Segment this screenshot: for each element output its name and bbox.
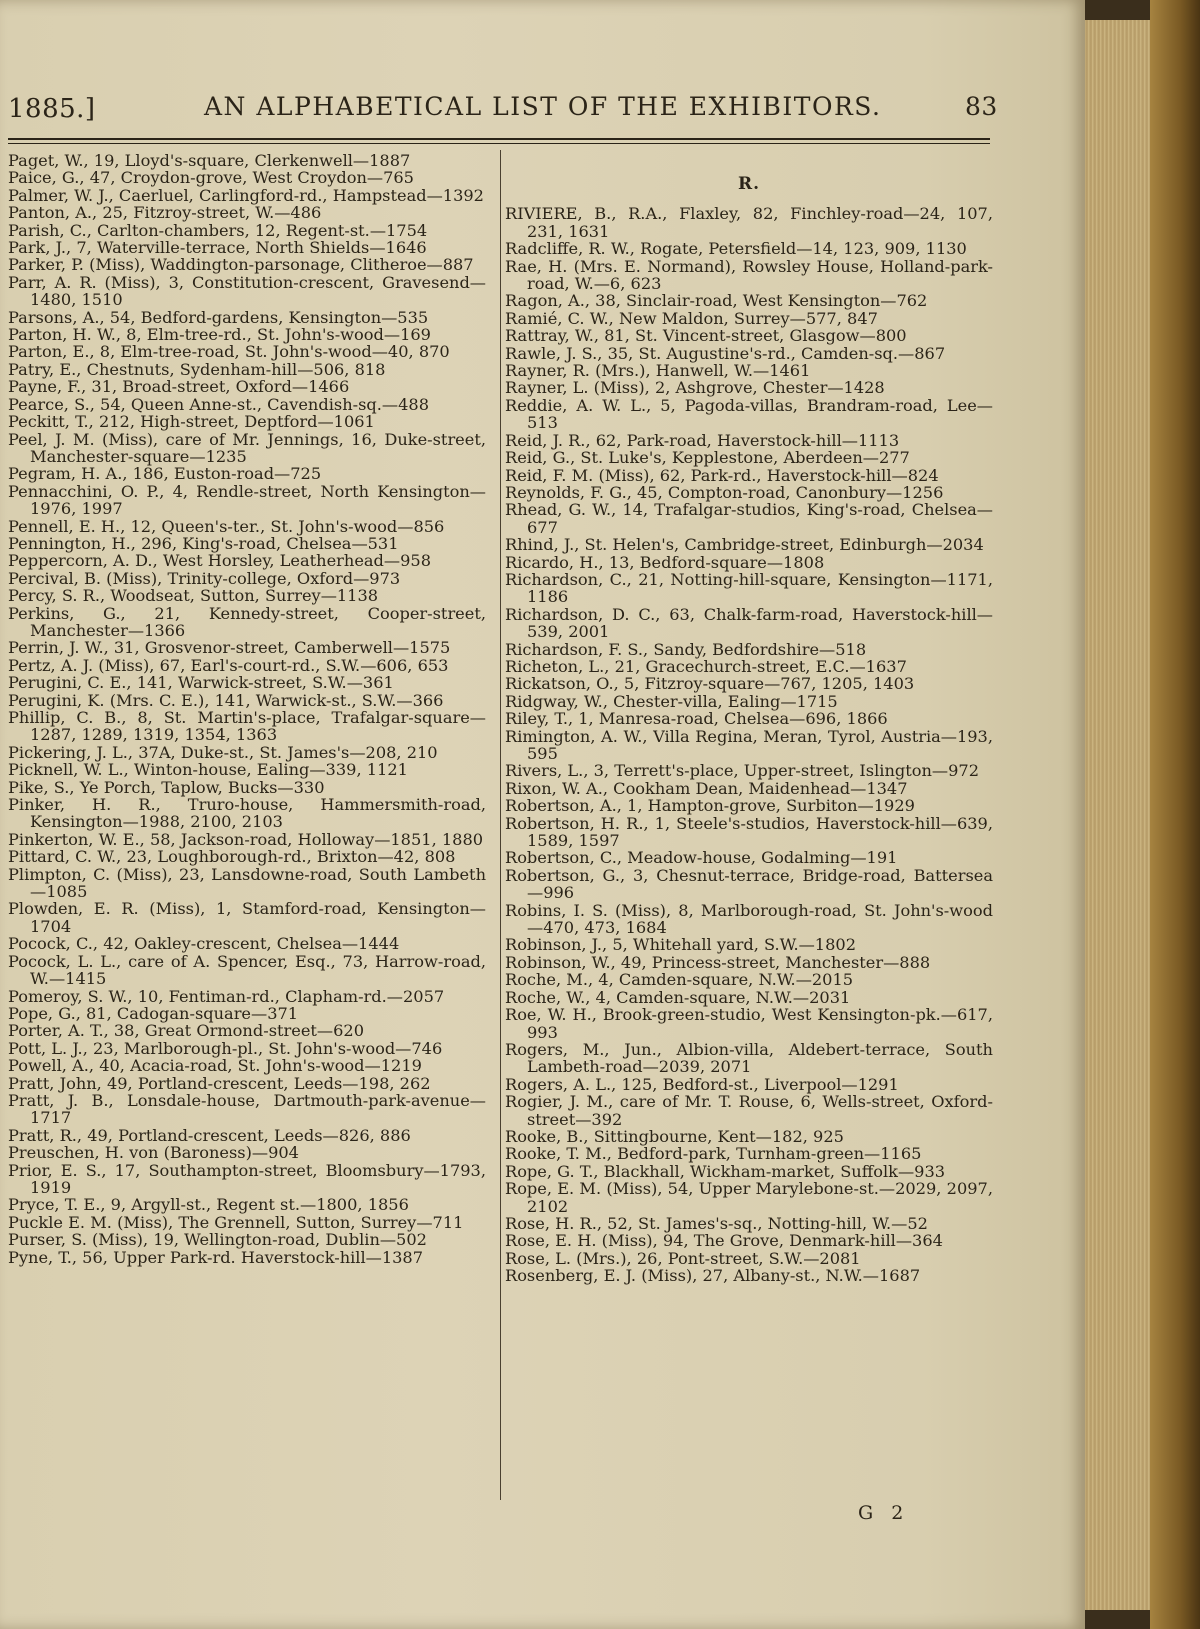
exhibitor-entry: Perugini, K. (Mrs. C. E.), 141, Warwick-st., S.W.—366	[8, 690, 444, 710]
exhibitor-entry: Pittard, C. W., 23, Loughborough-rd., Brixton—42, 808	[8, 847, 456, 867]
page-number: 83	[965, 92, 998, 121]
column-divider	[500, 150, 501, 1500]
exhibitor-entry: Riley, T., 1, Manresa-road, Chelsea—696, 1866	[505, 709, 888, 729]
header-rule-thick	[8, 138, 990, 140]
header-rule-thin	[8, 143, 990, 144]
exhibitor-entry: Peckitt, T., 212, High-street, Deptford—1061	[8, 412, 375, 432]
exhibitor-entry: Robins, I. S. (Miss), 8, Marlborough-road, St. John's-wood—470, 473, 1684	[505, 900, 993, 938]
exhibitor-entry: Rhind, J., St. Helen's, Cambridge-street, Edinburgh—2034	[505, 535, 984, 555]
exhibitor-entry: Powell, A., 40, Acacia-road, St. John's-wood—1219	[8, 1056, 422, 1076]
exhibitor-entry: Rose, L. (Mrs.), 26, Pont-street, S.W.—2081	[505, 1248, 861, 1268]
exhibitor-entry: Pyne, T., 56, Upper Park-rd. Haverstock-hill—1387	[8, 1247, 424, 1267]
exhibitor-entry: Rosenberg, E. J. (Miss), 27, Albany-st., N.W.—1687	[505, 1266, 921, 1286]
signature-mark: G 2	[858, 1502, 910, 1524]
exhibitor-entry: Pinkerton, W. E., 58, Jackson-road, Holloway—1851, 1880	[8, 829, 484, 849]
exhibitor-entry: Perugini, C. E., 141, Warwick-street, S.W.—361	[8, 673, 394, 693]
exhibitor-entry: Pegram, H. A., 186, Euston-road—725	[8, 464, 322, 484]
running-header	[0, 90, 1000, 130]
exhibitor-entry: Reid, G., St. Luke's, Kepplestone, Aberdeen—277	[505, 448, 910, 468]
exhibitor-entry: Parton, E., 8, Elm-tree-road, St. John's-wood—40, 870	[8, 342, 450, 362]
exhibitor-entry: Reid, F. M. (Miss), 62, Park-rd., Haverstock-hill—824	[505, 465, 939, 485]
exhibitor-entry: Roche, W., 4, Camden-square, N.W.—2031	[505, 987, 851, 1007]
exhibitor-entry: Rogers, M., Jun., Albion-villa, Aldebert-terrace, South Lambeth-road—2039, 2071	[505, 1039, 993, 1077]
exhibitor-entry: Rogier, J. M., care of Mr. T. Rouse, 6, Wells-street, Oxford-street—392	[505, 1092, 993, 1129]
exhibitor-entry: Pott, L. J., 23, Marlborough-pl., St. John's-wood—746	[8, 1038, 443, 1058]
section-heading-r: R.	[737, 174, 761, 194]
exhibitor-entry: Pennacchini, O. P., 4, Rendle-street, North Kensington—1976, 1997	[8, 481, 486, 519]
exhibitor-entry: Payne, F., 31, Broad-street, Oxford—1466	[8, 377, 350, 397]
exhibitor-entry: Rope, E. M. (Miss), 54, Upper Marylebone-st.—2029, 2097, 2102	[505, 1179, 993, 1216]
exhibitor-entry: Paget, W., 19, Lloyd's-square, Clerkenwell—1887	[8, 151, 411, 170]
exhibitor-entry: Parish, C., Carlton-chambers, 12, Regent-st.—1754	[8, 220, 428, 240]
exhibitor-entry: Rickatson, O., 5, Fitzroy-square—767, 1205, 1403	[505, 674, 915, 694]
exhibitor-entry: Ricardo, H., 13, Bedford-square—1808	[505, 552, 825, 572]
exhibitor-entry: Radcliffe, R. W., Rogate, Petersfield—14, 123, 909, 1130	[505, 239, 967, 259]
exhibitor-entry: Rattray, W., 81, St. Vincent-street, Glasgow—800	[505, 326, 907, 346]
exhibitor-entry: Ramié, C. W., New Maldon, Surrey—577, 847	[505, 308, 878, 328]
exhibitor-entry: Percy, S. R., Woodseat, Sutton, Surrey—1138	[8, 586, 379, 606]
exhibitor-entry: Rimington, A. W., Villa Regina, Meran, Tyrol, Austria—193, 595	[505, 726, 993, 763]
exhibitor-entry: Pennell, E. H., 12, Queen's-ter., St. John's-wood—856	[8, 516, 445, 536]
exhibitor-entry: Parsons, A., 54, Bedford-gardens, Kensington—535	[8, 307, 429, 327]
header-title: AN ALPHABETICAL LIST OF THE EXHIBITORS.	[204, 92, 882, 121]
exhibitor-entry: Pryce, T. E., 9, Argyll-st., Regent st.—1800, 1856	[8, 1195, 409, 1215]
exhibitor-entry: Roche, M., 4, Camden-square, N.W.—2015	[505, 970, 854, 990]
right-column-entries	[505, 205, 993, 1284]
exhibitor-entry: Pomeroy, S. W., 10, Fentiman-rd., Clapham-rd.—2057	[8, 986, 445, 1006]
exhibitor-entry: Rixon, W. A., Cookham Dean, Maidenhead—1347	[505, 778, 908, 798]
exhibitor-entry: Robertson, G., 3, Chesnut-terrace, Bridge-road, Battersea—996	[505, 865, 993, 903]
exhibitor-entry: Pickering, J. L., 37A, Duke-st., St. James's—208, 210	[8, 742, 438, 762]
exhibitor-entry: Rawle, J. S., 35, St. Augustine's-rd., Camden-sq.—867	[505, 343, 946, 363]
exhibitor-entry: Rivers, L., 3, Terrett's-place, Upper-street, Islington—972	[505, 761, 980, 781]
exhibitor-entry: Puckle E. M. (Miss), The Grennell, Sutton, Surrey—711	[8, 1212, 464, 1232]
right-column	[505, 158, 993, 1285]
exhibitor-entry: Richardson, D. C., 63, Chalk-farm-road, Haverstock-hill—539, 2001	[505, 604, 993, 642]
exhibitor-entry: Plimpton, C. (Miss), 23, Lansdowne-road, South Lambeth—1085	[8, 864, 486, 902]
exhibitor-entry: Phillip, C. B., 8, St. Martin's-place, Trafalgar-square—1287, 1289, 1319, 1354, 1363	[8, 708, 486, 745]
exhibitor-entry: Rope, G. T., Blackhall, Wickham-market, Suffolk—933	[505, 1161, 946, 1181]
exhibitor-entry: RIVIERE, B., R.A., Flaxley, 82, Finchley-road—24, 107, 231, 1631	[505, 204, 993, 241]
exhibitor-entry: Pratt, J. B., Lonsdale-house, Dartmouth-park-avenue—1717	[8, 1090, 486, 1128]
exhibitor-entry: Pennington, H., 296, King's-road, Chelsea—531	[8, 533, 399, 553]
exhibitor-entry: Robinson, W., 49, Princess-street, Manchester—888	[505, 952, 931, 972]
exhibitor-entry: Richeton, L., 21, Gracechurch-street, E.C.—1637	[505, 656, 907, 676]
exhibitor-entry: Rayner, L. (Miss), 2, Ashgrove, Chester—1428	[505, 378, 885, 398]
exhibitor-entry: Porter, A. T., 38, Great Ormond-street—620	[8, 1021, 364, 1041]
exhibitor-entry: Prior, E. S., 17, Southampton-street, Bloomsbury—1793, 1919	[8, 1160, 486, 1197]
exhibitor-entry: Rose, H. R., 52, St. James's-sq., Notting-hill, W.—52	[505, 1213, 928, 1233]
exhibitor-entry: Reynolds, F. G., 45, Compton-road, Canonbury—1256	[505, 482, 944, 502]
exhibitor-entry: Plowden, E. R. (Miss), 1, Stamford-road, Kensington—1704	[8, 899, 486, 936]
exhibitor-entry: Rogers, A. L., 125, Bedford-st., Liverpool—1291	[505, 1074, 899, 1094]
exhibitor-entry: Pocock, L. L., care of A. Spencer, Esq., 73, Harrow-road, W.—1415	[8, 951, 486, 989]
exhibitor-entry: Pocock, C., 42, Oakley-crescent, Chelsea—1444	[8, 934, 400, 954]
exhibitor-entry: Paice, G., 47, Croydon-grove, West Croydon—765	[8, 168, 414, 188]
exhibitor-entry: Reid, J. R., 62, Park-road, Haverstock-hill—1113	[505, 430, 900, 450]
exhibitor-entry: Perrin, J. W., 31, Grosvenor-street, Camberwell—1575	[8, 638, 451, 658]
exhibitor-entry: Panton, A., 25, Fitzroy-street, W.—486	[8, 203, 322, 223]
exhibitor-entry: Ragon, A., 38, Sinclair-road, West Kensington—762	[505, 291, 928, 311]
header-year: 1885.]	[8, 94, 96, 124]
exhibitor-entry: Roe, W. H., Brook-green-studio, West Kensington-pk.—617, 993	[505, 1005, 993, 1042]
exhibitor-entry: Parr, A. R. (Miss), 3, Constitution-crescent, Gravesend—1480, 1510	[8, 272, 486, 310]
exhibitor-entry: Park, J., 7, Waterville-terrace, North Shields—1646	[8, 238, 427, 258]
left-column	[8, 152, 486, 1266]
exhibitor-entry: Pike, S., Ye Porch, Taplow, Bucks—330	[8, 777, 325, 797]
exhibitor-entry: Peppercorn, A. D., West Horsley, Leatherhead—958	[8, 551, 432, 571]
exhibitor-entry: Peel, J. M. (Miss), care of Mr. Jennings, 16, Duke-street, Manchester-square—1235	[8, 429, 486, 466]
exhibitor-entry: Picknell, W. L., Winton-house, Ealing—339, 1121	[8, 760, 408, 780]
exhibitor-entry: Robertson, H. R., 1, Steele's-studios, Haverstock-hill—639, 1589, 1597	[505, 813, 993, 851]
exhibitor-entry: Palmer, W. J., Caerluel, Carlingford-rd., Hampstead—1392	[8, 185, 484, 205]
exhibitor-entry: Robertson, C., Meadow-house, Godalming—191	[505, 848, 898, 868]
exhibitor-entry: Purser, S. (Miss), 19, Wellington-road, Dublin—502	[8, 1230, 427, 1250]
exhibitor-entry: Rooke, B., Sittingbourne, Kent—182, 925	[505, 1126, 844, 1146]
exhibitor-entry: Pertz, A. J. (Miss), 67, Earl's-court-rd., S.W.—606, 653	[8, 655, 449, 675]
exhibitor-entry: Ridgway, W., Chester-villa, Ealing—1715	[505, 691, 838, 711]
exhibitor-entry: Robinson, J., 5, Whitehall yard, S.W.—1802	[505, 935, 857, 955]
exhibitor-entry: Parker, P. (Miss), Waddington-parsonage, Clitheroe—887	[8, 255, 474, 275]
exhibitor-entry: Perkins, G., 21, Kennedy-street, Cooper-street, Manchester—1366	[8, 603, 486, 640]
exhibitor-entry: Rayner, R. (Mrs.), Hanwell, W.—1461	[505, 361, 811, 381]
exhibitor-entry: Patry, E., Chestnuts, Sydenham-hill—506, 818	[8, 359, 386, 379]
exhibitor-entry: Percival, B. (Miss), Trinity-college, Oxford—973	[8, 568, 401, 588]
exhibitor-entry: Pope, G., 81, Cadogan-square—371	[8, 1003, 299, 1023]
exhibitor-entry: Richardson, C., 21, Notting-hill-square, Kensington—1171, 1186	[505, 569, 993, 607]
exhibitor-entry: Pearce, S., 54, Queen Anne-st., Cavendish-sq.—488	[8, 394, 430, 414]
exhibitor-entry: Robertson, A., 1, Hampton-grove, Surbiton—1929	[505, 796, 915, 816]
exhibitor-entry: Pratt, John, 49, Portland-crescent, Leeds—198, 262	[8, 1073, 431, 1093]
exhibitor-entry: Preuschen, H. von (Baroness)—904	[8, 1143, 299, 1163]
exhibitor-entry: Pinker, H. R., Truro-house, Hammersmith-road, Kensington—1988, 2100, 2103	[8, 795, 486, 832]
exhibitor-entry: Rhead, G. W., 14, Trafalgar-studios, King's-road, Chelsea—677	[505, 500, 993, 537]
exhibitor-entry: Reddie, A. W. L., 5, Pagoda-villas, Brandram-road, Lee—513	[505, 395, 993, 433]
exhibitor-entry: Rose, E. H. (Miss), 94, The Grove, Denmark-hill—364	[505, 1231, 943, 1251]
exhibitor-entry: Parton, H. W., 8, Elm-tree-rd., St. John's-wood—169	[8, 325, 431, 345]
exhibitor-entry: Rooke, T. M., Bedford-park, Turnham-green—1165	[505, 1144, 922, 1164]
exhibitor-entry: Richardson, F. S., Sandy, Bedfordshire—518	[505, 639, 867, 659]
exhibitor-entry: Pratt, R., 49, Portland-crescent, Leeds—826, 886	[8, 1125, 411, 1145]
book-binding	[1150, 0, 1200, 1629]
exhibitor-entry: Rae, H. (Mrs. E. Normand), Rowsley House, Holland-park-road, W.—6, 623	[505, 256, 993, 294]
